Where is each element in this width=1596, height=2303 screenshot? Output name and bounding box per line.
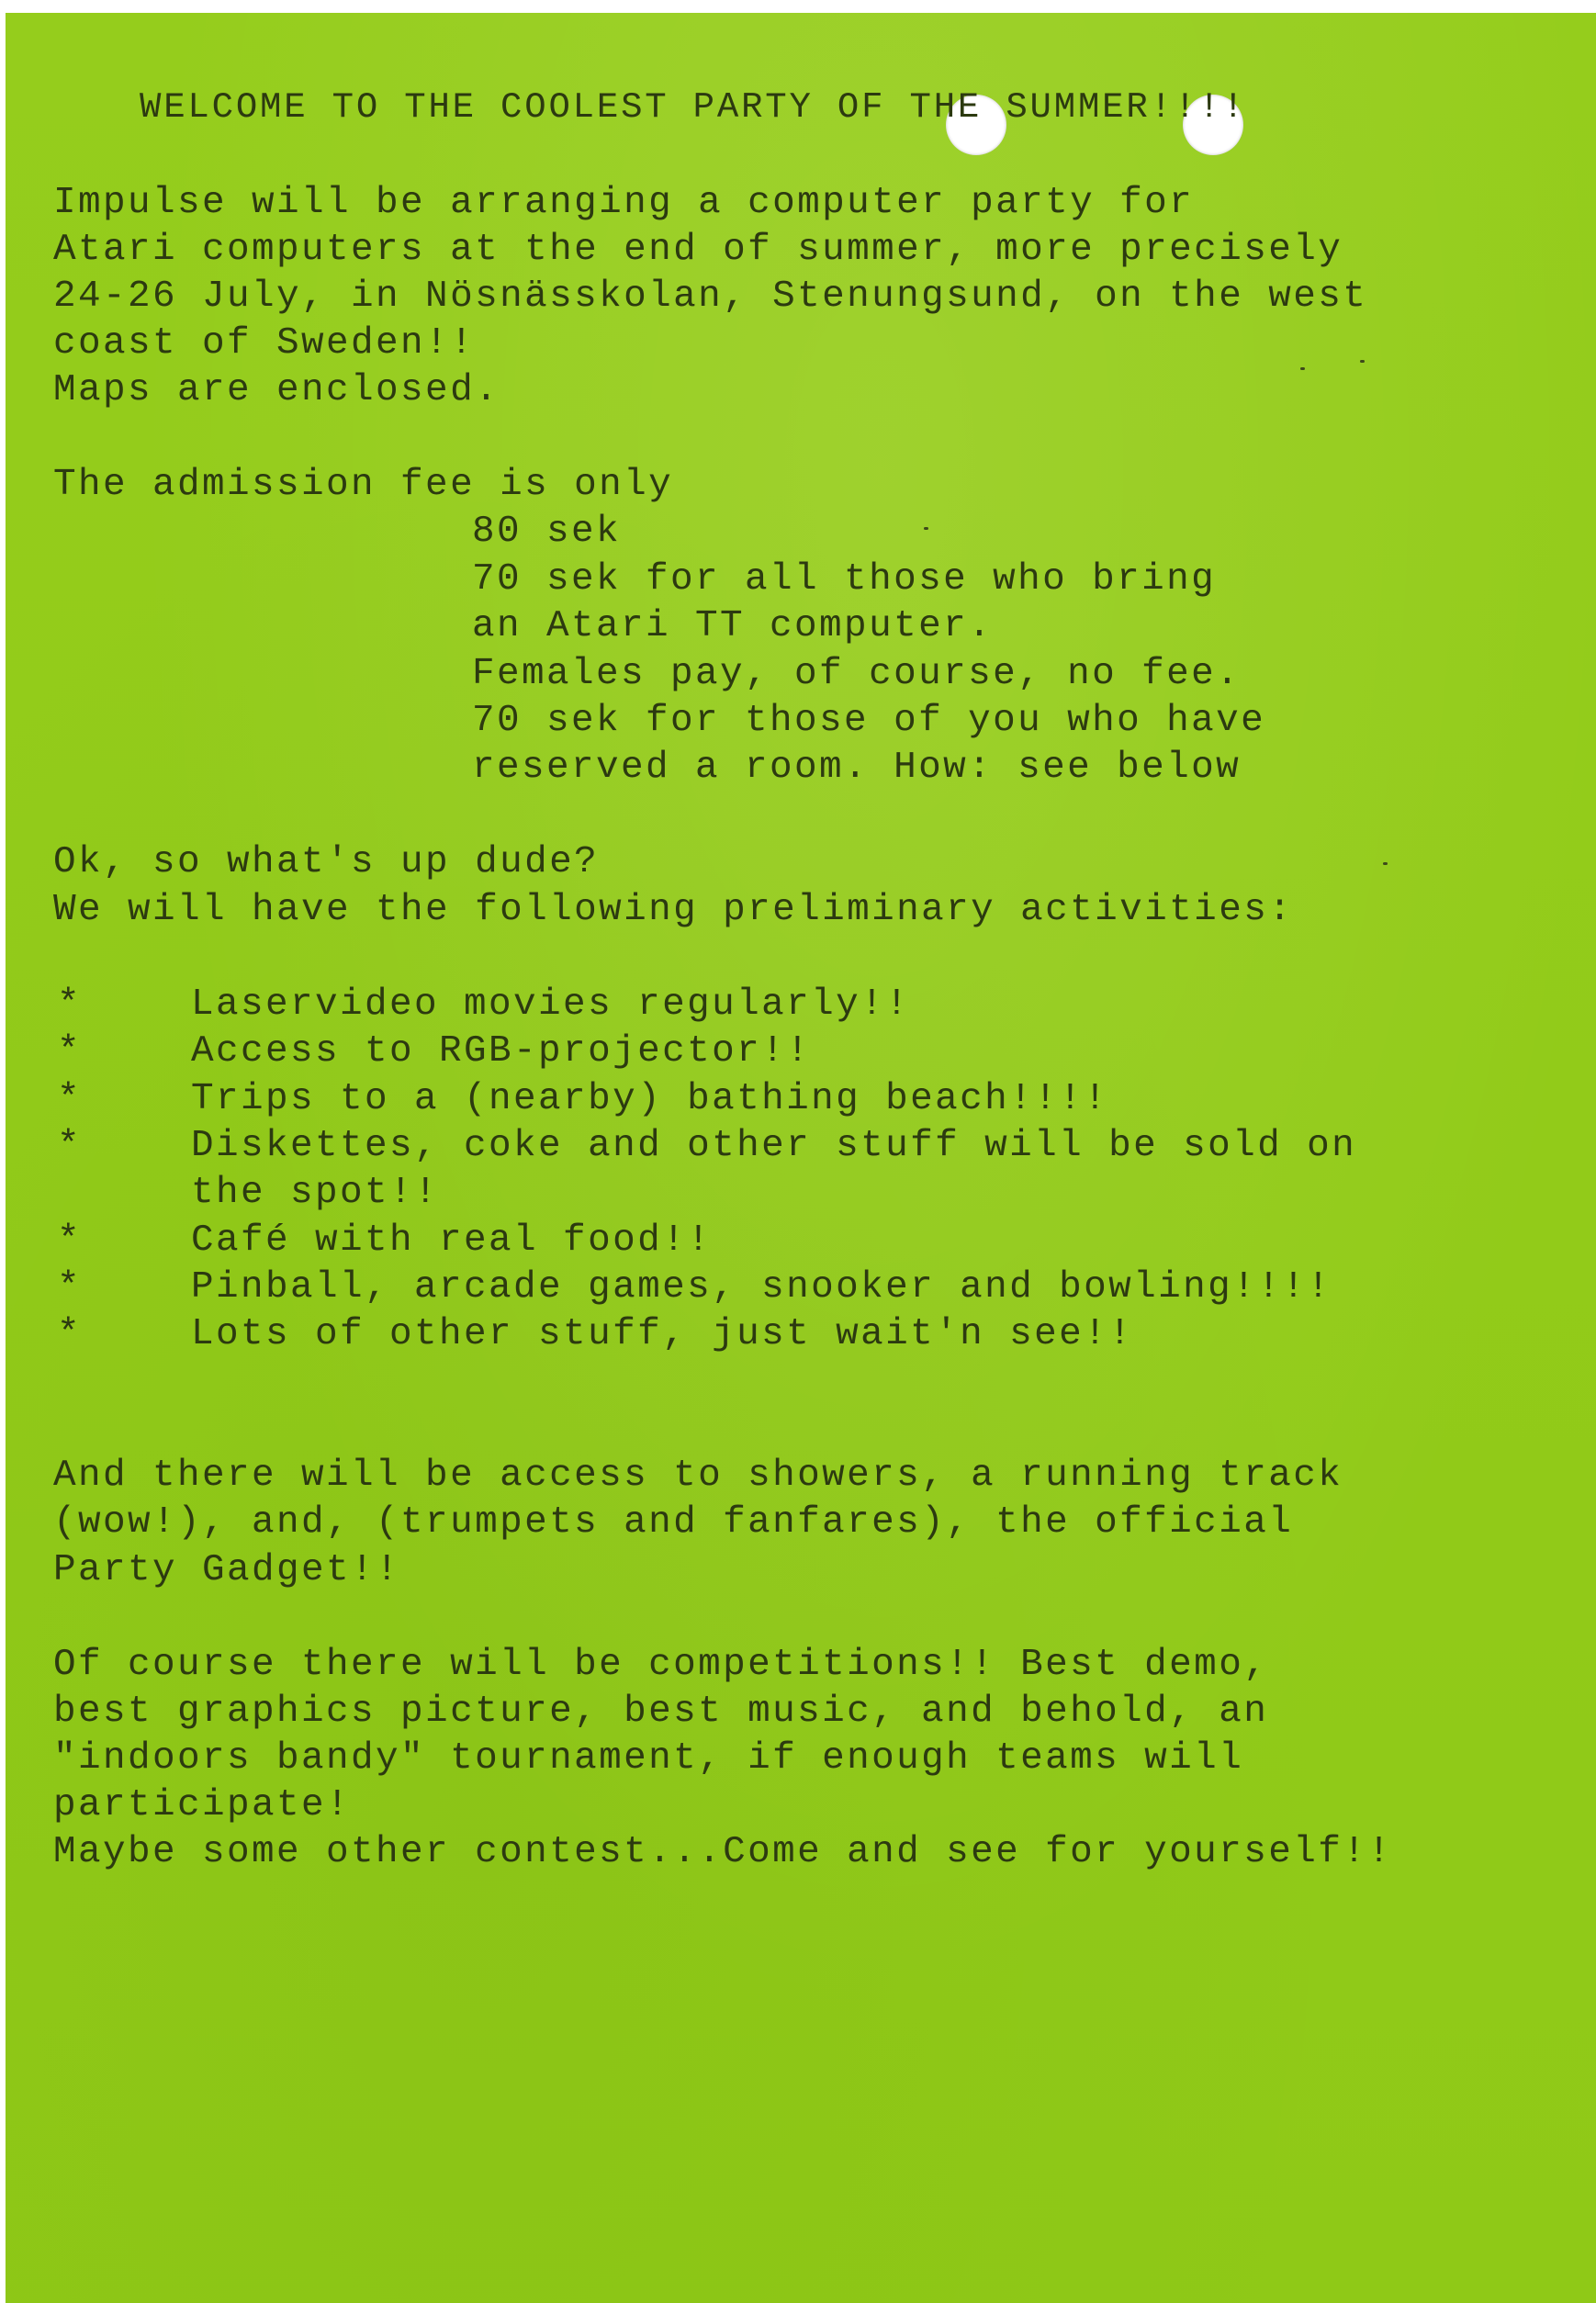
activity-item: Access to RGB-projector!! xyxy=(191,1030,812,1073)
showers-line: Party Gadget!! xyxy=(53,1549,401,1591)
intro-line: coast of Sweden!! xyxy=(53,322,476,365)
paper-speck xyxy=(1383,862,1388,865)
competitions-line: "indoors bandy" tournament, if enough teams will xyxy=(53,1737,1244,1780)
fee-line: 80 sek xyxy=(472,511,622,553)
bullet-asterisk: * xyxy=(57,1313,83,1355)
showers-line: And there will be access to showers, a running track xyxy=(53,1455,1343,1497)
showers-line: (wow!), and, (trumpets and fanfares), the official xyxy=(53,1501,1294,1544)
bullet-asterisk: * xyxy=(57,1125,83,1167)
fee-line: Females pay, of course, no fee. xyxy=(472,653,1242,695)
fee-intro: The admission fee is only xyxy=(53,464,674,506)
activity-item: Pinball, arcade games, snooker and bowling!!!! xyxy=(191,1266,1332,1309)
bullet-asterisk: * xyxy=(57,1030,83,1073)
bullet-asterisk: * xyxy=(57,1266,83,1309)
flyer-heading: WELCOME TO THE COOLEST PARTY OF THE SUMMER!!!! xyxy=(140,87,1247,128)
fee-line: an Atari TT computer. xyxy=(472,605,994,647)
activity-item: Trips to a (nearby) bathing beach!!!! xyxy=(191,1078,1109,1120)
bullet-asterisk: * xyxy=(57,1078,83,1120)
intro-line: Maps are enclosed. xyxy=(53,369,500,411)
competitions-line: best graphics picture, best music, and behold, an xyxy=(53,1691,1269,1733)
activities-intro-line: Ok, so what's up dude? xyxy=(53,841,600,883)
intro-line: Impulse will be arranging a computer party for xyxy=(53,182,1195,224)
competitions-line: Of course there will be competitions!! Best demo, xyxy=(53,1644,1269,1686)
intro-line: Atari computers at the end of summer, more precisely xyxy=(53,229,1343,271)
competitions-line: participate! xyxy=(53,1784,352,1826)
fee-line: 70 sek for all those who bring xyxy=(472,558,1217,601)
activity-item: Diskettes, coke and other stuff will be sold on xyxy=(191,1125,1357,1167)
activity-item: Lots of other stuff, just wait'n see!! xyxy=(191,1313,1134,1355)
bullet-asterisk: * xyxy=(57,1219,83,1262)
fee-line: 70 sek for those of you who have xyxy=(472,700,1266,742)
fee-line: reserved a room. How: see below xyxy=(472,747,1242,789)
paper-speck xyxy=(1300,367,1305,370)
paper-speck xyxy=(924,527,928,530)
paper-speck xyxy=(1360,360,1365,363)
bullet-asterisk: * xyxy=(57,983,83,1026)
activity-item: Laservideo movies regularly!! xyxy=(191,983,911,1026)
activity-item: Café with real food!! xyxy=(191,1219,713,1262)
activities-intro-line: We will have the following preliminary activities: xyxy=(53,889,1294,931)
flyer-page xyxy=(6,13,1596,2303)
activity-item-continuation: the spot!! xyxy=(191,1172,440,1214)
competitions-line: Maybe some other contest...Come and see for yourself!! xyxy=(53,1831,1393,1873)
intro-line: 24-26 July, in Nösnässkolan, Stenungsund, on the west xyxy=(53,275,1368,318)
